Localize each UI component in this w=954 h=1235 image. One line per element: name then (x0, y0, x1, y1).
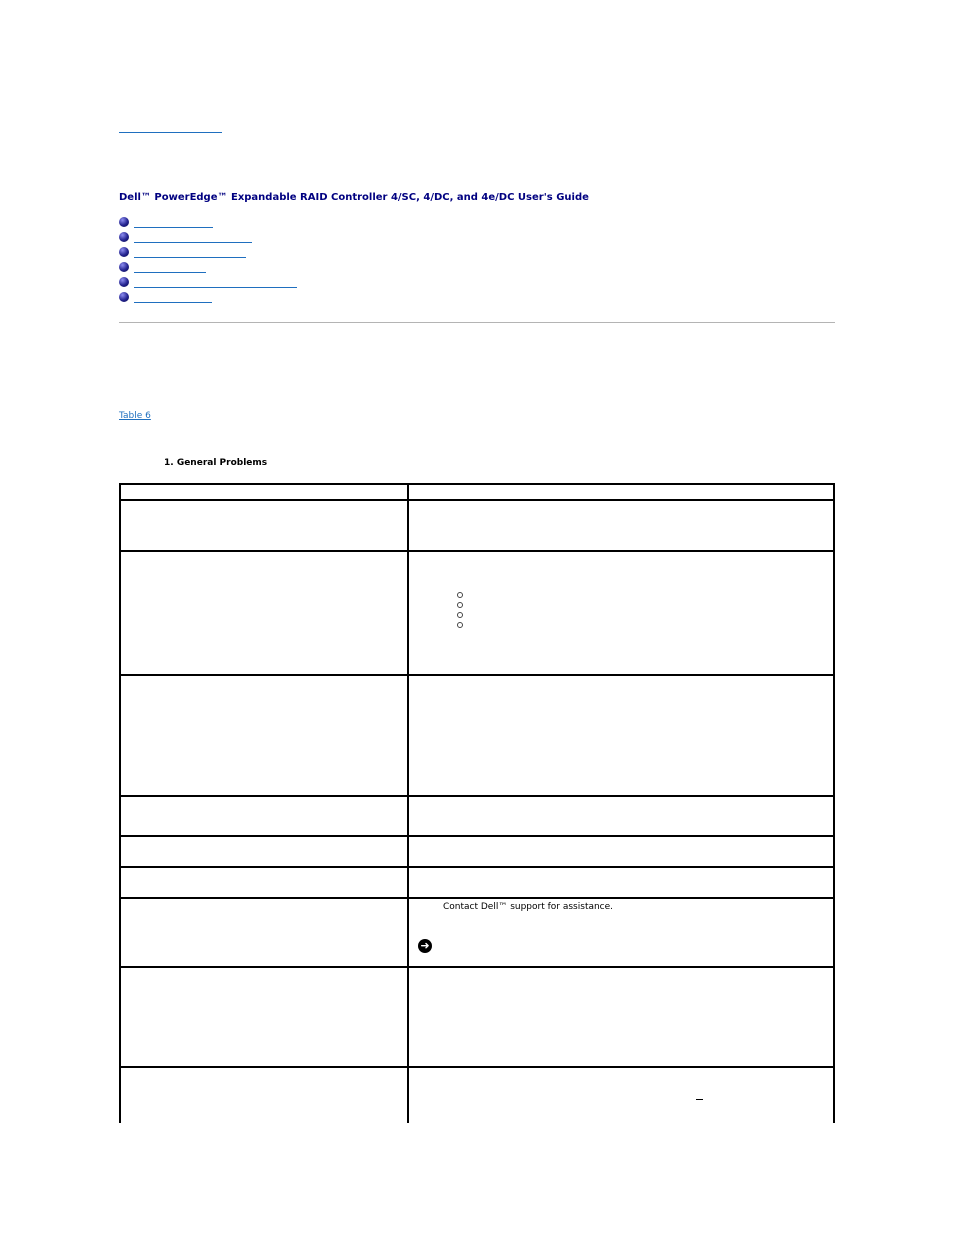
toc-item (119, 216, 419, 231)
toc-list (119, 216, 419, 306)
table-caption: 1. General Problems (164, 458, 268, 468)
section-divider (119, 322, 835, 323)
row-border (119, 866, 835, 868)
row-border (119, 835, 835, 837)
toc-item (119, 246, 419, 261)
table-border (119, 483, 835, 485)
sub-bullet (457, 602, 463, 608)
toc-item (119, 231, 419, 246)
bullet-icon (119, 217, 129, 227)
sub-bullet (457, 622, 463, 628)
bullet-icon (119, 247, 129, 257)
column-divider (407, 483, 409, 1123)
toc-link-6[interactable] (134, 291, 212, 303)
header-row-border (119, 499, 835, 501)
bullet-icon (119, 262, 129, 272)
row-border (119, 966, 835, 968)
row-border (119, 1066, 835, 1068)
back-to-contents-link[interactable] (119, 120, 222, 133)
general-problems-table (119, 483, 835, 1123)
sub-bullet (457, 592, 463, 598)
toc-link-2[interactable] (134, 231, 252, 243)
row-border (119, 795, 835, 797)
toc-item (119, 276, 419, 291)
row-border (119, 550, 835, 552)
table-link[interactable]: Table 6 (119, 411, 151, 421)
bullet-icon (119, 292, 129, 302)
toc-item (119, 261, 419, 276)
toc-link-1[interactable] (134, 216, 213, 228)
row-border (119, 897, 835, 899)
toc-item (119, 291, 419, 306)
row-border (119, 674, 835, 676)
guide-title: Dell™ PowerEdge™ Expandable RAID Controller 4/SC, 4/DC, and 4e/DC User's Guide (119, 192, 589, 203)
toc-link-3[interactable] (134, 246, 246, 258)
bullet-icon (119, 277, 129, 287)
dash-mark (696, 1099, 703, 1100)
contact-support-text: Contact Dell™ support for assistance. (443, 902, 614, 912)
notice-arrow-icon: ➜ (418, 939, 432, 953)
sub-bullet (457, 612, 463, 618)
toc-link-4[interactable] (134, 261, 206, 273)
bullet-icon (119, 232, 129, 242)
toc-link-5[interactable] (134, 276, 297, 288)
